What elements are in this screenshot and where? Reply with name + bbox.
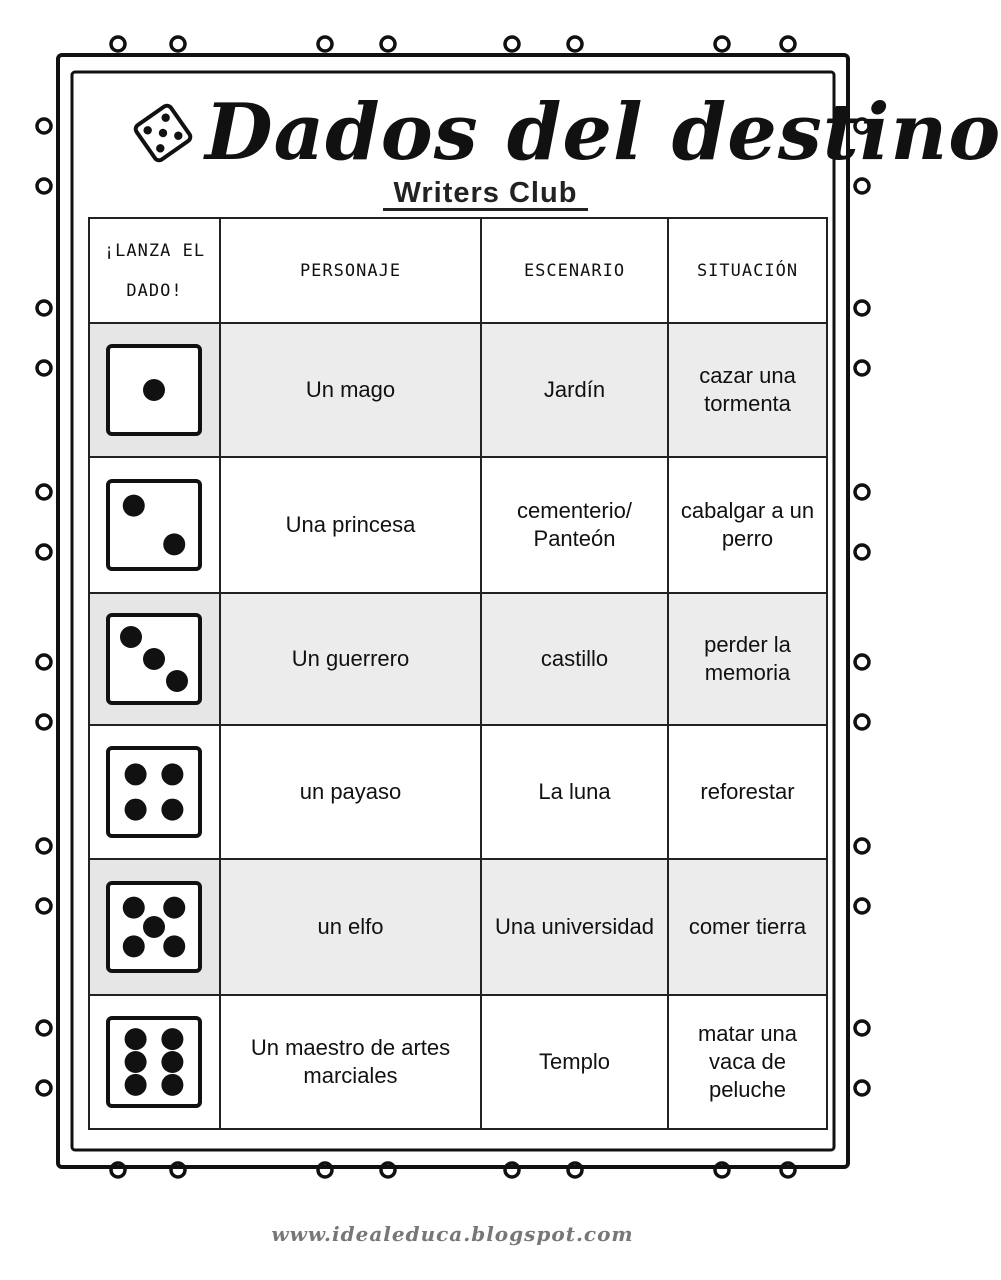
die-pip: [161, 1074, 183, 1096]
die-cell: [89, 323, 220, 457]
setting-cell: Una universidad: [481, 859, 668, 995]
setting-cell: Jardín: [481, 323, 668, 457]
border-loop: [855, 1081, 869, 1095]
die-pip: [124, 1074, 146, 1096]
die-pip: [163, 533, 185, 555]
die-pip: [166, 670, 188, 692]
die-pip: [161, 799, 183, 821]
die-pip: [124, 763, 146, 785]
border-loop: [37, 545, 51, 559]
border-loop: [171, 37, 185, 51]
border-loop: [37, 1021, 51, 1035]
footer-url: www.idealeduca.blogspot.com: [271, 1222, 634, 1246]
setting-cell: La luna: [481, 725, 668, 859]
table-row: [89, 859, 827, 995]
border-loop: [37, 1081, 51, 1095]
die-pip: [161, 763, 183, 785]
border-loop: [855, 545, 869, 559]
die-cell: [89, 995, 220, 1129]
border-loop: [855, 899, 869, 913]
die-pip: [124, 1051, 146, 1073]
character-cell: Una princesa: [220, 457, 481, 593]
situation-cell: reforestar: [668, 725, 827, 859]
border-loop: [855, 715, 869, 729]
die-face-3-icon: [103, 609, 207, 709]
die-pip: [163, 897, 185, 919]
page-title: Dados del destino: [205, 87, 1001, 178]
border-loop: [505, 37, 519, 51]
border-loop: [855, 485, 869, 499]
die-pip: [161, 1051, 183, 1073]
die-face-5-icon: [103, 877, 207, 977]
setting-cell: castillo: [481, 593, 668, 725]
die-outline: [108, 748, 200, 836]
header: [0, 78, 1001, 218]
die-outline: [108, 481, 200, 569]
situation-cell: cabalgar a un perro: [668, 457, 827, 593]
die-pip: [122, 935, 144, 957]
table-row: [89, 725, 827, 859]
table-row: [89, 593, 827, 725]
character-cell: un elfo: [220, 859, 481, 995]
character-cell: Un maestro de artes marciales: [220, 995, 481, 1129]
die-face-1-icon: [103, 340, 207, 440]
border-loop: [37, 839, 51, 853]
setting-cell: cementerio/ Panteón: [481, 457, 668, 593]
table-row: [89, 323, 827, 457]
table-header-row: [89, 218, 827, 323]
border-loop: [715, 37, 729, 51]
die-pip: [143, 648, 165, 670]
die-pip: [120, 626, 142, 648]
border-loop: [37, 655, 51, 669]
die-pip: [163, 935, 185, 957]
die-face-4-icon: [103, 742, 207, 842]
die-cell: [89, 859, 220, 995]
header-character: PERSONAJE: [220, 218, 481, 323]
header-situation: SITUACIÓN: [668, 218, 827, 323]
die-cell: [89, 725, 220, 859]
border-loop: [855, 301, 869, 315]
border-loop: [37, 361, 51, 375]
die-pip: [161, 1028, 183, 1050]
border-loop: [37, 301, 51, 315]
border-loop: [37, 485, 51, 499]
die-pip: [124, 799, 146, 821]
story-dice-table: [88, 217, 828, 1130]
table-row: [89, 457, 827, 593]
situation-cell: matar una vaca de peluche: [668, 995, 827, 1129]
page-subtitle: Writers Club: [383, 178, 588, 211]
border-loop: [568, 37, 582, 51]
border-loop: [781, 37, 795, 51]
die-outline: [108, 1018, 200, 1106]
table-row: [89, 995, 827, 1129]
border-loop: [318, 37, 332, 51]
die-pip: [124, 1028, 146, 1050]
character-cell: Un mago: [220, 323, 481, 457]
border-loop: [855, 1021, 869, 1035]
border-loop: [37, 899, 51, 913]
border-loop: [855, 655, 869, 669]
situation-cell: comer tierra: [668, 859, 827, 995]
border-loop: [381, 37, 395, 51]
header-setting: ESCENARIO: [481, 218, 668, 323]
border-loop: [111, 37, 125, 51]
die-pip: [143, 379, 165, 401]
border-loop: [37, 715, 51, 729]
die-pip: [122, 495, 144, 517]
character-cell: Un guerrero: [220, 593, 481, 725]
setting-cell: Templo: [481, 995, 668, 1129]
die-face-6-icon: [103, 1012, 207, 1112]
situation-cell: cazar una tormenta: [668, 323, 827, 457]
situation-cell: perder la memoria: [668, 593, 827, 725]
character-cell: un payaso: [220, 725, 481, 859]
die-face-2-icon: [103, 475, 207, 575]
die-cell: [89, 457, 220, 593]
die-cell: [89, 593, 220, 725]
header-dice: ¡LANZA EL DADO!: [89, 218, 220, 323]
dice-icon: [130, 100, 196, 166]
die-pip: [122, 897, 144, 919]
border-loop: [855, 361, 869, 375]
border-loop: [855, 839, 869, 853]
die-pip: [143, 916, 165, 938]
